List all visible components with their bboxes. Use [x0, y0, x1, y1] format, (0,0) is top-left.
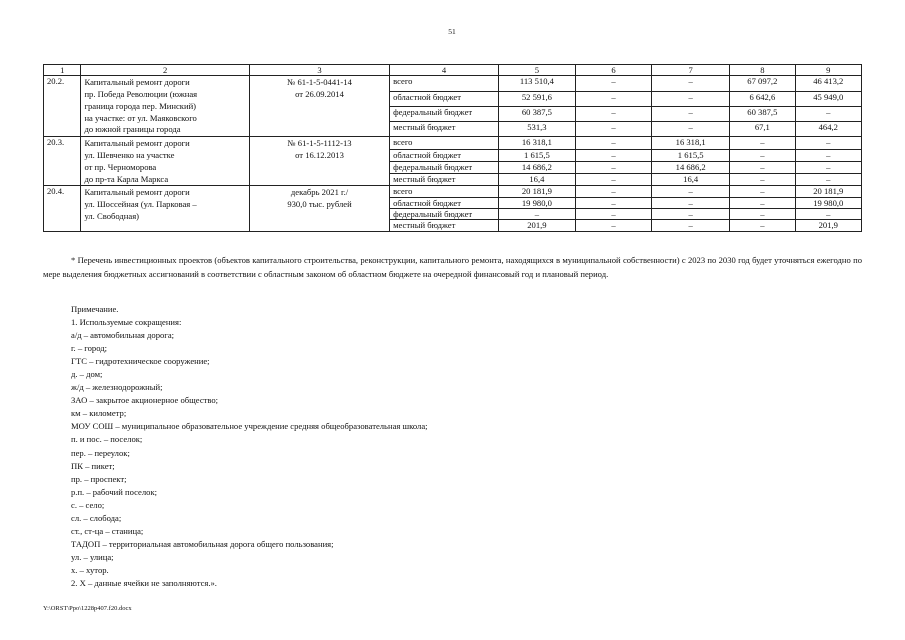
value-cell: –	[730, 186, 795, 197]
note-line: 2. Х – данные ячейки не заполняются.».	[71, 577, 217, 588]
value-cell: 201,9	[498, 220, 575, 231]
funding-source: всего	[390, 76, 499, 91]
document-info-line: № 61-1-5-0441-14	[287, 77, 352, 88]
funding-source: всего	[390, 186, 499, 197]
document-info	[249, 76, 389, 137]
value-cell: –	[575, 106, 651, 121]
value-cell: –	[575, 197, 651, 208]
funding-source: областной бюджет	[390, 91, 499, 106]
header-cell: 2	[81, 65, 249, 76]
value-cell: 60 387,5	[498, 106, 575, 121]
table-row	[44, 186, 862, 197]
value-cell: 201,9	[795, 220, 861, 231]
object-name-line: пр. Победа Революции (южная	[84, 89, 198, 100]
header-row	[44, 65, 862, 76]
value-cell: 67 097,2	[730, 76, 795, 91]
table-row	[44, 137, 862, 149]
value-cell: –	[575, 76, 651, 91]
note-line: с. – село;	[71, 499, 105, 510]
value-cell: 113 510,4	[498, 76, 575, 91]
note-line: пер. – переулок;	[71, 447, 130, 458]
object-name-line: Капитальный ремонт дороги	[84, 187, 190, 198]
object-name-line: до пр-та Карла Маркса	[84, 173, 169, 184]
value-cell: –	[498, 209, 575, 220]
document-info-line: 930,0 тыс. рублей	[287, 199, 352, 210]
note-line: 1. Используемые сокращения:	[71, 317, 182, 328]
value-cell: –	[652, 122, 730, 137]
note-line: х. – хутор.	[71, 564, 109, 575]
object-name-line: ул. Шевченко на участке	[84, 150, 175, 161]
value-cell: –	[575, 161, 651, 173]
value-cell: 60 387,5	[730, 106, 795, 121]
note-line: сл. – слобода;	[71, 512, 122, 523]
object-name-line: на участке: от ул. Маяковского	[84, 112, 197, 123]
value-cell: –	[652, 76, 730, 91]
value-cell: 464,2	[795, 122, 861, 137]
row-id: 20.2.	[44, 76, 81, 137]
value-cell: 19 980,0	[498, 197, 575, 208]
funding-source: федеральный бюджет	[390, 106, 499, 121]
value-cell: –	[575, 209, 651, 220]
funding-source: областной бюджет	[390, 149, 499, 161]
notes-block	[71, 303, 771, 590]
value-cell: 67,1	[730, 122, 795, 137]
object-name-line: граница города пер. Минский)	[84, 100, 197, 111]
funding-source: местный бюджет	[390, 220, 499, 231]
funding-source: местный бюджет	[390, 122, 499, 137]
note-line: ж/д – железнодорожный;	[71, 382, 163, 393]
value-cell: –	[652, 186, 730, 197]
note-line: км – километр;	[71, 408, 127, 419]
value-cell: –	[575, 137, 651, 149]
document-info-line: декабрь 2021 г./	[290, 187, 349, 198]
note-line: а/д – автомобильная дорога;	[71, 330, 175, 341]
funding-source: местный бюджет	[390, 174, 499, 186]
value-cell: 1 615,5	[498, 149, 575, 161]
note-line: пр. – проспект;	[71, 473, 127, 484]
value-cell: 531,3	[498, 122, 575, 137]
footnote: * Перечень инвестиционных проектов (объектов капитального строительства, реконструкции, капитального ремонта, находящихся в муниципальной собственности) с 2023 по 2030 год будет уточняться ежегодно по мере выделения бюджетных ассигнований в соответствии с областным законом об областном бюджете на очередной финансовый год и плановый период.	[43, 255, 862, 279]
funding-source: федеральный бюджет	[390, 161, 499, 173]
value-cell: –	[652, 220, 730, 231]
value-cell: –	[652, 209, 730, 220]
funding-source: федеральный бюджет	[390, 209, 499, 220]
file-path: Y:\ORST\Ppo\1228p407.f20.docx	[43, 605, 132, 612]
document-info-line: от 26.09.2014	[295, 89, 344, 100]
value-cell: 45 949,0	[795, 91, 861, 106]
value-cell: –	[795, 209, 861, 220]
document-info	[249, 137, 389, 186]
document-info-line: № 61-1-5-1112-13	[287, 138, 352, 149]
header-cell: 3	[249, 65, 389, 76]
value-cell: 1 615,5	[652, 149, 730, 161]
note-line: р.п. – рабочий поселок;	[71, 486, 158, 497]
value-cell: –	[730, 220, 795, 231]
value-cell: –	[575, 91, 651, 106]
value-cell: 6 642,6	[730, 91, 795, 106]
value-cell: –	[730, 174, 795, 186]
row-id: 20.3.	[44, 137, 81, 186]
value-cell: –	[575, 220, 651, 231]
value-cell: 14 686,2	[652, 161, 730, 173]
header-cell: 7	[652, 65, 730, 76]
value-cell: 20 181,9	[498, 186, 575, 197]
header-cell: 6	[575, 65, 651, 76]
value-cell: 16 318,1	[652, 137, 730, 149]
value-cell: –	[575, 174, 651, 186]
funding-source: областной бюджет	[390, 197, 499, 208]
value-cell: –	[730, 161, 795, 173]
page-number: 51	[448, 27, 456, 36]
value-cell: 16,4	[498, 174, 575, 186]
value-cell: 19 980,0	[795, 197, 861, 208]
value-cell: –	[730, 137, 795, 149]
object-name-line: от пр. Черноморова	[84, 161, 157, 172]
notes-title: Примечание.	[71, 304, 119, 314]
value-cell: –	[795, 149, 861, 161]
value-cell: –	[730, 209, 795, 220]
object-name	[81, 76, 249, 137]
header-cell: 8	[730, 65, 795, 76]
table-body	[44, 76, 862, 231]
note-line: ГТС – гидротехническое сооружение;	[71, 356, 210, 367]
object-name-line: Капитальный ремонт дороги	[84, 77, 190, 88]
value-cell: –	[652, 91, 730, 106]
header-cell: 5	[498, 65, 575, 76]
note-line: ст., ст-ца – станица;	[71, 525, 144, 536]
value-cell: –	[730, 197, 795, 208]
value-cell: –	[795, 137, 861, 149]
value-cell: 16 318,1	[498, 137, 575, 149]
value-cell: –	[652, 106, 730, 121]
object-name-line: до южной границы города	[84, 124, 181, 135]
header-cell: 9	[795, 65, 861, 76]
value-cell: –	[795, 161, 861, 173]
value-cell: –	[575, 149, 651, 161]
funding-source: всего	[390, 137, 499, 149]
value-cell: –	[795, 174, 861, 186]
value-cell: –	[652, 197, 730, 208]
note-line: МОУ СОШ – муниципальное образовательное учреждение средняя общеобразовательная школа;	[71, 421, 428, 432]
note-line: д. – дом;	[71, 369, 103, 380]
value-cell: –	[575, 186, 651, 197]
object-name-line: ул. Шоссейная (ул. Парковая –	[84, 199, 197, 210]
header-cell: 1	[44, 65, 81, 76]
document-info	[249, 186, 389, 231]
value-cell: 46 413,2	[795, 76, 861, 91]
note-line: ЗАО – закрытое акционерное общество;	[71, 395, 219, 406]
note-line: г. – город;	[71, 343, 108, 354]
value-cell: 20 181,9	[795, 186, 861, 197]
object-name	[81, 186, 249, 231]
object-name	[81, 137, 249, 186]
note-line: п. и пос. – поселок;	[71, 434, 143, 445]
value-cell: –	[730, 149, 795, 161]
row-id: 20.4.	[44, 186, 81, 231]
note-line: ТАДОП – территориальная автомобильная дорога общего пользования;	[71, 538, 334, 549]
object-name-line: ул. Свободная)	[84, 211, 140, 222]
investment-table	[43, 64, 862, 232]
note-line: ПК – пикет;	[71, 460, 115, 471]
value-cell: 16,4	[652, 174, 730, 186]
value-cell: 52 591,6	[498, 91, 575, 106]
object-name-line: Капитальный ремонт дороги	[84, 138, 190, 149]
document-info-line: от 16.12.2013	[295, 150, 344, 161]
value-cell: 14 686,2	[498, 161, 575, 173]
value-cell: –	[795, 106, 861, 121]
header-cell: 4	[390, 65, 499, 76]
table-row	[44, 76, 862, 91]
note-line: ул. – улица;	[71, 551, 114, 562]
value-cell: –	[575, 122, 651, 137]
